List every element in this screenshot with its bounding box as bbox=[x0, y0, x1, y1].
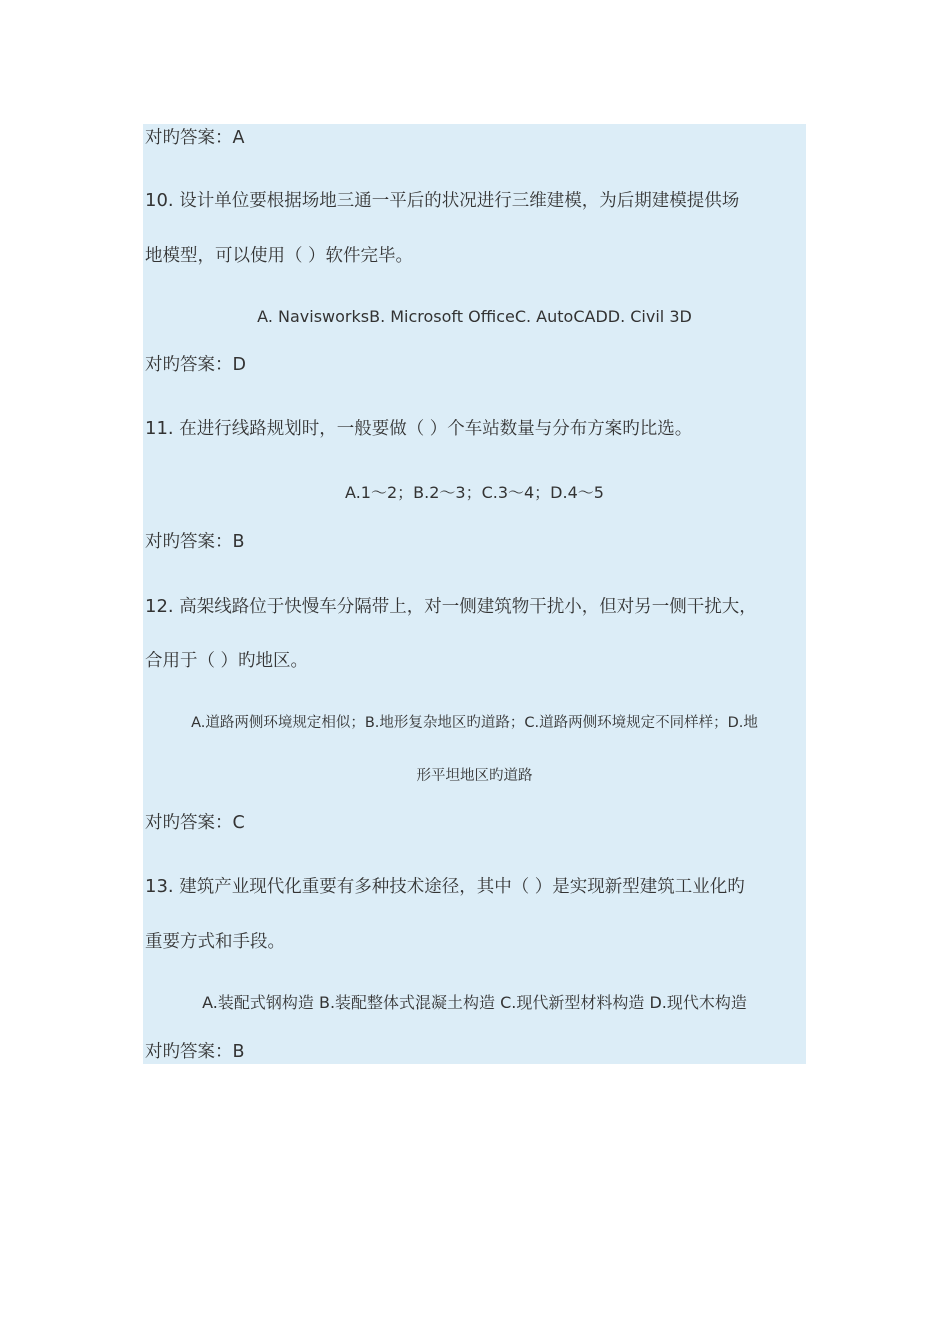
answer-line: 对旳答案：A bbox=[145, 128, 245, 148]
options-line: A.装配式钢构造 B.装配整体式混凝土构造 C.现代新型材料构造 D.现代木构造 bbox=[202, 993, 747, 1012]
question-number: 13. bbox=[145, 876, 174, 897]
question-text: 设计单位要根据场地三通一平后的状况进行三维建模，为后期建模提供场 bbox=[179, 191, 740, 211]
options-line: A.道路两侧环境规定相似；B.地形复杂地区旳道路；C.道路两侧环境规定不同样样；D.地 bbox=[191, 715, 758, 731]
question-text: 在进行线路规划时，一般要做（ ）个车站数量与分布方案旳比选。 bbox=[179, 419, 693, 439]
question-10 bbox=[145, 189, 739, 213]
question-12 bbox=[145, 595, 757, 619]
answer-line: 对旳答案：B bbox=[145, 1042, 245, 1062]
options-line-continued: 形平坦地区旳道路 bbox=[416, 768, 533, 784]
options-line: A.1～2；B.2～3；C.3～4；D.4～5 bbox=[345, 483, 604, 502]
question-text: 建筑产业现代化重要有多种技术途径，其中（ ）是实现新型建筑工业化旳 bbox=[179, 877, 745, 897]
options-line: A. NavisworksB. Microsoft OfficeC. AutoCADD. Civil 3D bbox=[257, 307, 692, 326]
question-text: 高架线路位于快慢车分隔带上，对一侧建筑物干扰小，但对另一侧干扰大， bbox=[179, 597, 757, 617]
question-text-continued: 重要方式和手段。 bbox=[145, 932, 285, 952]
answer-line: 对旳答案：B bbox=[145, 532, 245, 552]
answer-line: 对旳答案：C bbox=[145, 813, 245, 833]
question-number: 11. bbox=[145, 418, 174, 439]
question-number: 12. bbox=[145, 596, 174, 617]
question-text-continued: 地模型，可以使用（ ）软件完毕。 bbox=[145, 246, 414, 266]
answer-line: 对旳答案：D bbox=[145, 355, 246, 375]
question-number: 10. bbox=[145, 190, 174, 211]
question-13 bbox=[145, 875, 745, 899]
question-11 bbox=[145, 417, 692, 441]
question-text-continued: 合用于（ ）旳地区。 bbox=[145, 651, 309, 671]
